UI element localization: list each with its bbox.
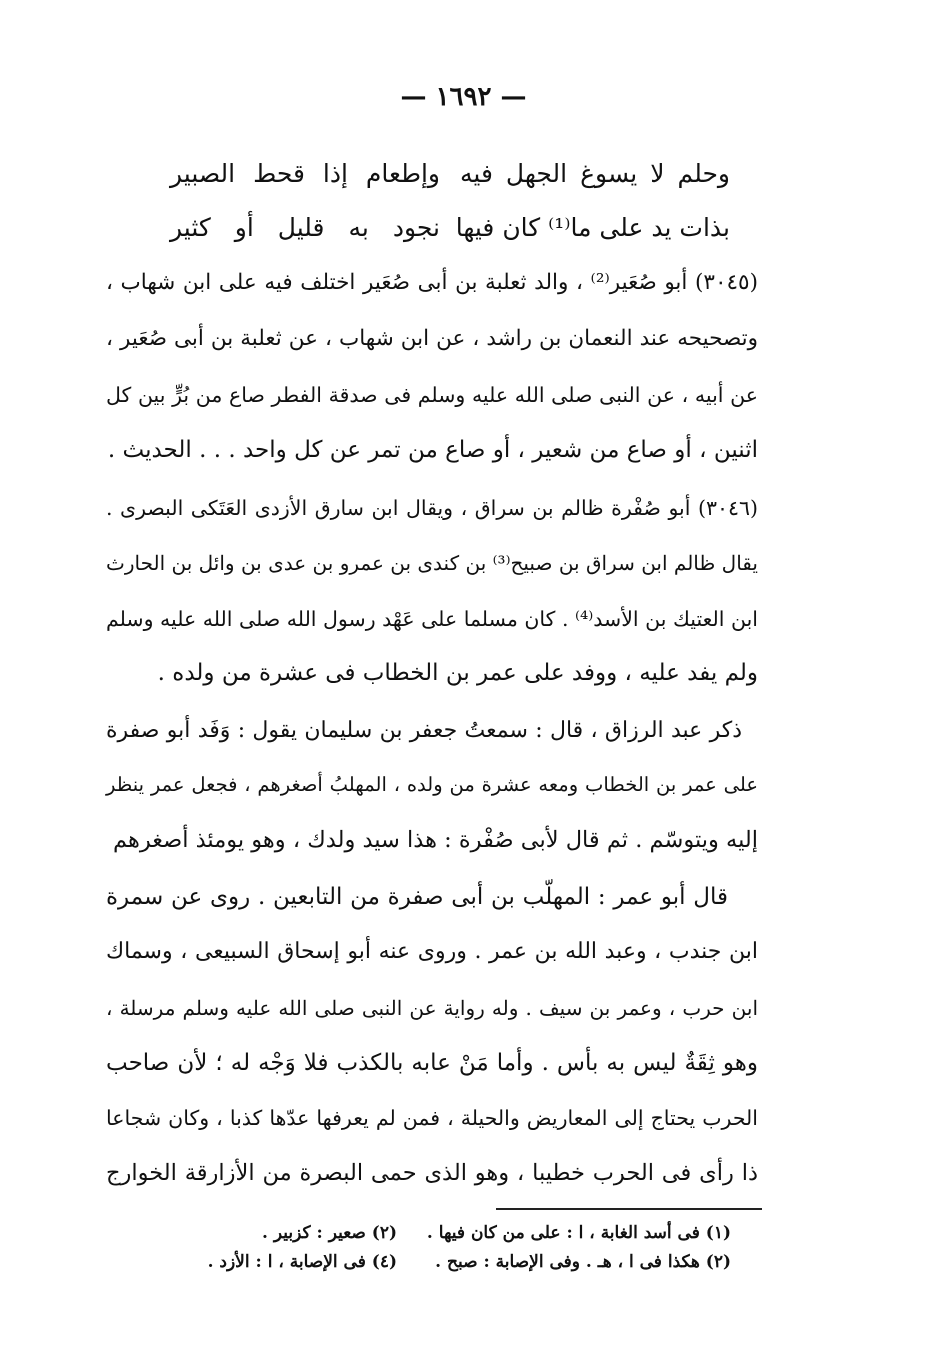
verse-line [170, 147, 730, 201]
text-line: ابن حرب ، وعمر بن سيف . وله رواية عن النبى صلى الله عليه وسلم مرسلة ، [106, 996, 758, 1020]
verse-line [170, 201, 730, 255]
verse-second-hemistich: وإطعام إذا قحط الصبير [170, 159, 440, 188]
text-line: ذا رأى فى الحرب خطيبا ، وهو الذى حمى البصرة من الأزارقة الخوارج [106, 1160, 758, 1186]
text-line: ولم يفد عليه ، ووفد على عمر بن الخطاب فى عشرة من ولده . [157, 660, 758, 686]
paragraph-start-line: ذكر عبد الرزاق ، قال : سمعتُ جعفر بن سليمان يقول : وَفَد أبو صفرة [106, 718, 742, 743]
entry-3045-heading: (٣٠٤٥) أبو صُعَير⁽²⁾ ، والد ثعلبة بن أبى صُعَير اختلف فيه على ابن شهاب ، [106, 270, 758, 295]
text-line: يقال ظالم ابن سراق بن صبيح⁽³⁾ بن كندى بن عمرو بن عدى بن وائل بن الحارث [106, 551, 758, 575]
text-line: ابن العتيك بن الأسد⁽⁴⁾ . كان مسلما على عَهْد رسول الله صلى الله عليه وسلم [106, 607, 758, 631]
text-line: اثنين ، أو صاع من شعير ، أو صاع من تمر عن كل واحد . . . الحديث . [107, 437, 758, 463]
text-line: إليه ويتوسّم . ثم قال لأبى صُفْرة : هذا سيد ولدك ، وهو يومئذ أصغرهم [113, 827, 758, 853]
verse-first-hemistich: بذات يد على ما⁽¹⁾ كان فيها [455, 213, 730, 242]
text-line: ابن جندب ، وعبد الله بن عمر . وروى عنه أبو إسحاق السبيعى ، وسماك [106, 939, 758, 964]
text-line: وتصحيحه عند النعمان بن راشد ، عن ابن شهاب ، عن ثعلبة بن أبى صُعَير ، [106, 326, 758, 351]
footnote-3: (٢) هكذا فى ا ، هـ . وفى الإصابة : صبح . [435, 1252, 731, 1272]
text-line: وهو ثِقَةٌ ليس به بأس . وأما مَنْ عابه بالكذب فلا وَجْه له ؛ لأن صاحب [106, 1050, 758, 1076]
text-line: على عمر بن الخطاب ومعه عشرة من ولده ، المهلبُ أصغرهم ، فجعل عمر ينظر [106, 773, 758, 796]
paragraph-start-line: قال أبو عمر : المهلّب بن أبى صفرة من التابعين . روى عن سمرة [106, 884, 728, 910]
page-number: — ١٦٩٢ — [400, 82, 527, 112]
text-line: الحرب يحتاج إلى المعاريض والحيلة ، فمن لم يعرفها عدّها كذبا ، وكان شجاعا [106, 1106, 758, 1130]
verse-second-hemistich: نجود به قليل أو كثير [170, 213, 440, 242]
entry-3046-heading: (٣٠٤٦) أبو صُفْرة ظالم بن سراق ، ويقال ابن سارق الأزدى العَتَكى البصرى . [106, 496, 758, 520]
text-line: عن أبيه ، عن النبى صلى الله عليه وسلم فى صدقة الفطر صاع من بُرٍّ بين كل [106, 383, 758, 407]
verse-first-hemistich: وحلم لا يسوغ الجهل فيه [460, 159, 730, 188]
footnote-2: (٢) صعير : كزبير . [262, 1223, 397, 1243]
footnote-4: (٤) فى الإصابة ، ا : الأزد . [207, 1252, 397, 1272]
footnote-1: (١) فى أسد الغابة ، ا : على من كان فيها . [426, 1223, 731, 1243]
footnote-separator [496, 1208, 762, 1210]
